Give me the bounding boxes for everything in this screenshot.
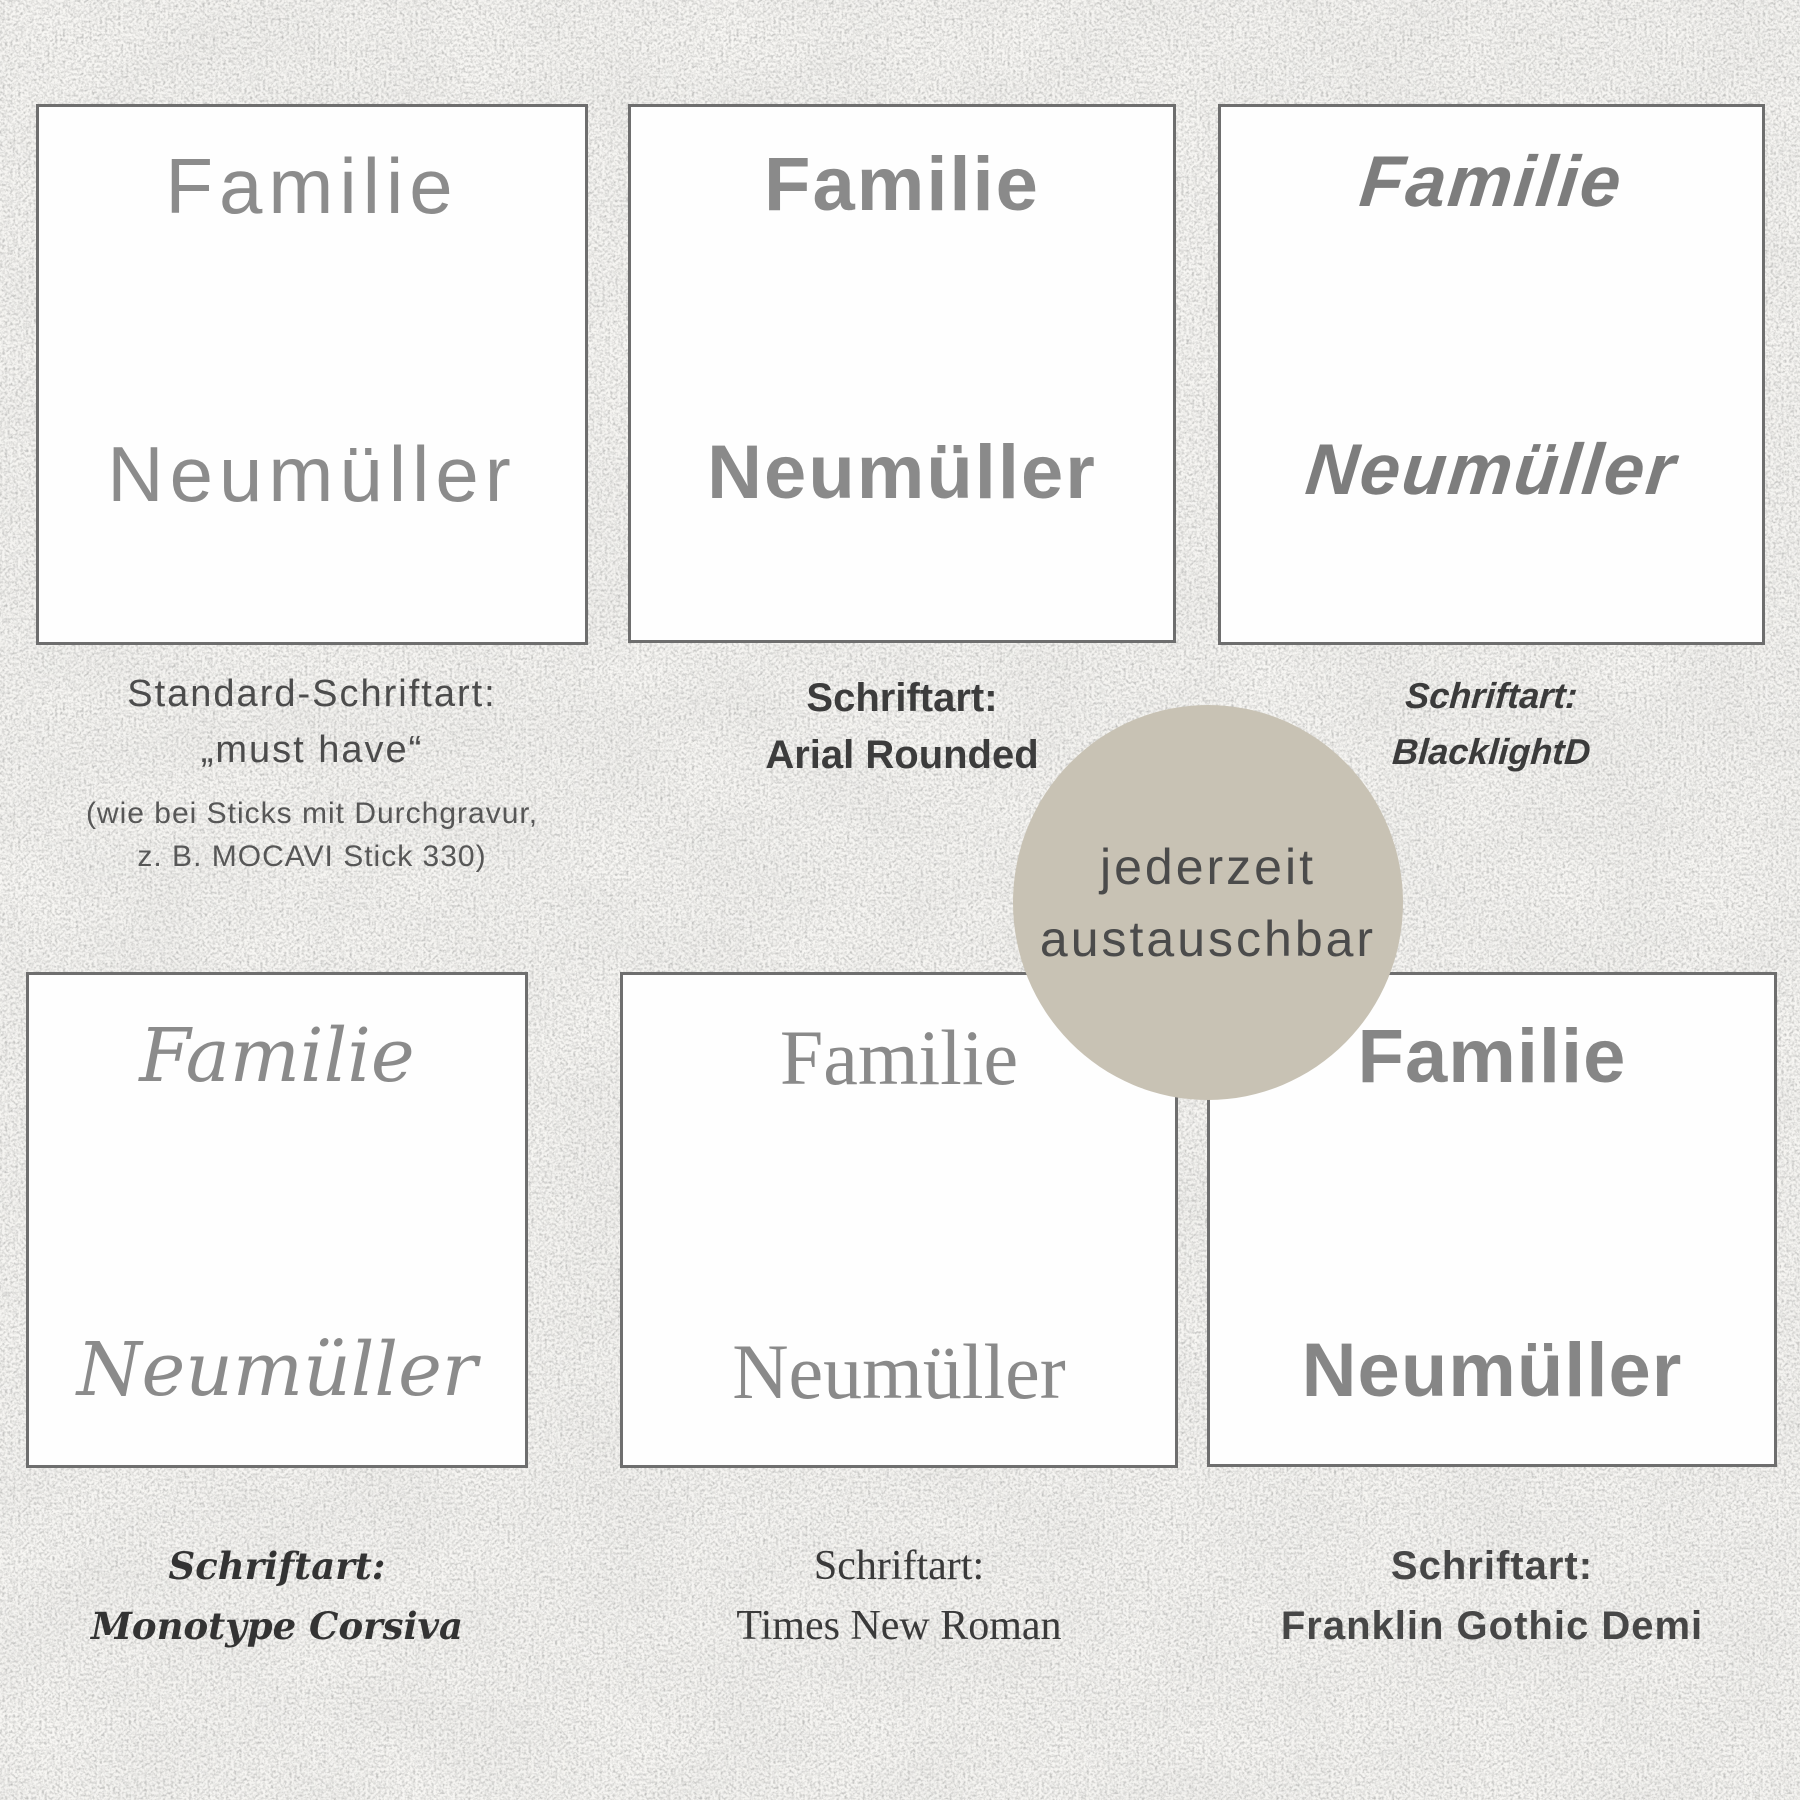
caption-line: Schriftart:	[168, 1544, 386, 1588]
font-sample-card-standard	[36, 104, 588, 645]
badge-text-line: austauschbar	[1039, 910, 1377, 967]
caption-line: Arial Rounded	[765, 733, 1039, 777]
font-sample-card-arial-rounded	[628, 104, 1176, 643]
badge-text-line: jederzeit	[1100, 838, 1316, 895]
family-word: Familie	[139, 1013, 415, 1099]
family-word: Familie	[165, 142, 459, 230]
caption-franklin-gothic	[1187, 1536, 1797, 1656]
surname-word: Neumüller	[1302, 430, 1681, 510]
caption-line: Franklin Gothic Demi	[1280, 1604, 1704, 1648]
caption-times-new-roman	[600, 1536, 1198, 1656]
caption-line: Standard-Schriftart:	[127, 673, 497, 715]
caption-line: Schriftart:	[806, 676, 998, 720]
surname-word: Neumüller	[107, 430, 517, 518]
caption-line: z. B. MOCAVI Stick 330)	[137, 840, 487, 873]
caption-line: Schriftart:	[1404, 675, 1579, 716]
family-word: Familie	[1356, 142, 1627, 222]
interchangeable-badge	[1013, 705, 1403, 1100]
surname-word: Neumüller	[707, 430, 1097, 515]
caption-line: Times New Roman	[736, 1603, 1062, 1649]
surname-word: Neumüller	[1301, 1328, 1683, 1413]
caption-monotype-corsiva	[6, 1536, 548, 1656]
caption-line: Schriftart:	[813, 1543, 985, 1589]
caption-line: (wie bei Sticks mit Durchgravur,	[85, 797, 539, 830]
caption-line: „must have“	[200, 729, 424, 771]
caption-line: BlacklightD	[1391, 731, 1592, 772]
caption-line: Monotype Corsiva	[90, 1604, 464, 1648]
caption-line: Schriftart:	[1390, 1544, 1594, 1588]
font-sample-card-monotype-corsiva	[26, 972, 528, 1468]
caption-standard	[16, 666, 608, 878]
surname-word: Neumüller	[732, 1328, 1066, 1415]
family-word: Familie	[764, 142, 1040, 227]
font-sample-card-blacklightd	[1218, 104, 1765, 645]
surname-word: Neumüller	[76, 1327, 478, 1413]
family-word: Familie	[1357, 1014, 1627, 1099]
family-word: Familie	[779, 1014, 1019, 1101]
